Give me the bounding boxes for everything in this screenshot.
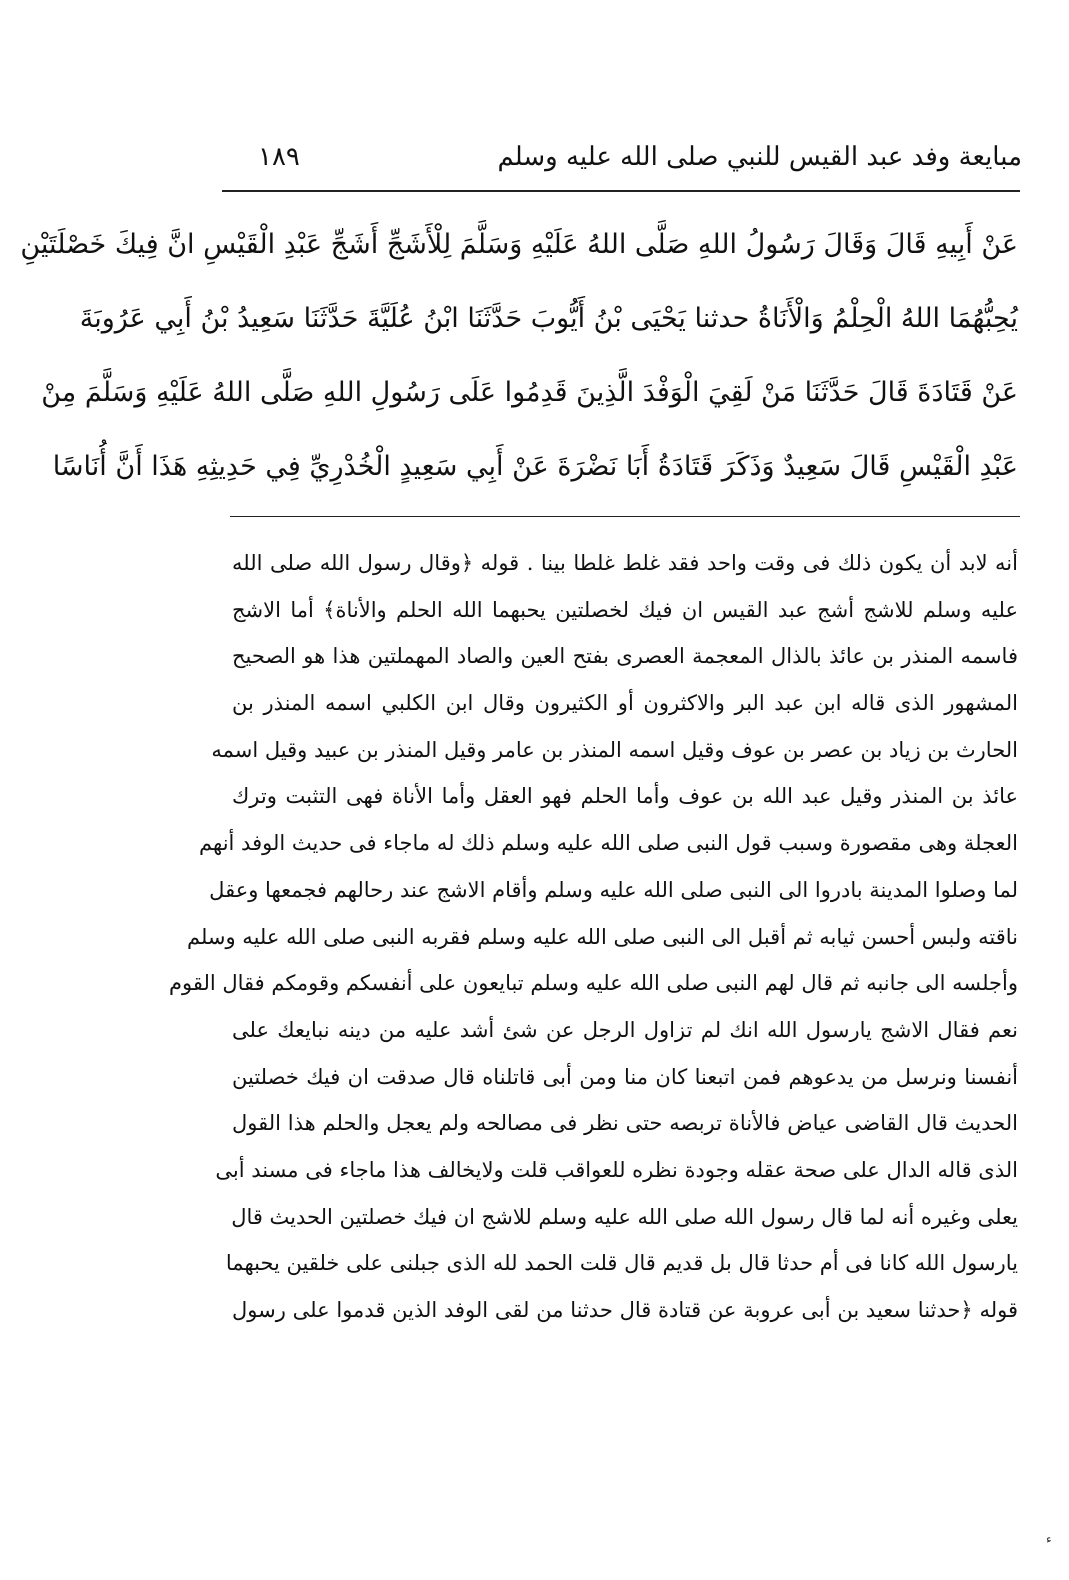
hadith-text xyxy=(20,208,1018,504)
margin-mark: ء xyxy=(1046,1532,1052,1546)
commentary-line: الحارث بن زياد بن عصر بن عوف وقيل اسمه المنذر بن عامر وقيل المنذر بن عبيد وقيل اسمه xyxy=(211,737,1018,762)
running-header xyxy=(222,140,1022,188)
commentary-line: عليه وسلم للاشج أشج عبد القيس ان فيك لخصلتين يحبهما الله الحلم والأناة﴾ أما الاشج xyxy=(232,597,1018,622)
chapter-title: مبايعة وفد عبد القيس للنبي صلى الله عليه وسلم xyxy=(497,142,1022,172)
commentary-line: لما وصلوا المدينة بادروا الى النبى صلى الله عليه وسلم وأقام الاشج عند رحالهم فجمعها وعقل xyxy=(209,877,1018,902)
page-number: ١٨٩ xyxy=(258,142,300,172)
commentary-line: أنفسنا ونرسل من يدعوهم فمن اتبعنا كان منا ومن أبى قاتلناه قال صدقت ان فيك خصلتين xyxy=(232,1064,1018,1089)
commentary-line: الحديث قال القاضى عياض فالأناة تربصه حتى نظر فى مصالحه ولم يعجل والحلم هذا القول xyxy=(232,1111,1018,1136)
commentary-line: العجلة وهى مقصورة وسبب قول النبى صلى الله عليه وسلم ذلك له ماجاء فى حديث الوفد أنهم xyxy=(199,831,1018,856)
commentary-line: نعم فقال الاشج يارسول الله انك لم تزاول الرجل عن شئ أشد عليه من دينه نبايعك على xyxy=(232,1017,1018,1042)
commentary-line: يعلى وغيره أنه لما قال رسول الله صلى الله عليه وسلم للاشج ان فيك خصلتين الحديث قال xyxy=(231,1204,1018,1229)
commentary-text xyxy=(168,540,1018,1334)
commentary-line: فاسمه المنذر بن عائذ بالذال المعجمة العصرى بفتح العين والصاد المهملتين هذا هو الصحيح xyxy=(232,644,1018,669)
hadith-line: عَنْ أَبِيهِ قَالَ وَقَالَ رَسُولُ اللهِ صَلَّى اللهُ عَلَيْهِ وَسَلَّمَ لِلْأَشَجِّ أَشَجِّ عَبْدِ الْقَيْسِ انَّ فِيكَ خَصْلَتَيْنِ xyxy=(20,229,1018,260)
commentary-line: المشهور الذى قاله ابن عبد البر والاكثرون أو الكثيرون وقال ابن الكلبي اسمه المنذر بن xyxy=(232,691,1018,716)
hadith-line: عَنْ قَتَادَةَ قَالَ حَدَّثَنَا مَنْ لَقِيَ الْوَفْدَ الَّذِينَ قَدِمُوا عَلَى رَسُولِ اللهِ صَلَّى اللهُ عَلَيْهِ وَسَلَّمَ مِنْ xyxy=(41,377,1018,408)
commentary-line: وأجلسه الى جانبه ثم قال لهم النبى صلى الله عليه وسلم تبايعون على أنفسكم وقومكم فقال القوم xyxy=(168,971,1018,996)
commentary-line: يارسول الله كانا فى أم حدثا قال بل قديم قال قلت الحمد لله الذى جبلنى على خلقين يحبهما xyxy=(225,1251,1018,1276)
hadith-line: عَبْدِ الْقَيْسِ قَالَ سَعِيدٌ وَذَكَرَ قَتَادَةُ أَبَا نَضْرَةَ عَنْ أَبِي سَعِيدٍ الْخُدْرِيِّ فِي حَدِيثِهِ هَذَا أَنَّ أُنَاسًا xyxy=(52,451,1018,482)
header-divider xyxy=(222,190,1020,192)
hadith-line: يُحِبُّهُمَا اللهُ الْحِلْمُ وَالْأَنَاةُ حدثنا يَحْيَى بْنُ أَيُّوبَ حَدَّثَنَا ابْنُ عُلَيَّةَ حَدَّثَنَا سَعِيدُ بْنُ أَبِي عَرُوبَةَ xyxy=(79,303,1018,334)
commentary-line: أنه لابد أن يكون ذلك فى وقت واحد فقد غلط غلطا بينا . قوله ﴿وقال رسول الله صلى الله xyxy=(232,551,1018,575)
commentary-line: عائذ بن المنذر وقيل عبد الله بن عوف وأما الحلم فهو العقل وأما الأناة فهى التثبت وترك xyxy=(232,784,1018,809)
commentary-line: ناقته ولبس أحسن ثيابه ثم أقبل الى النبى صلى الله عليه وسلم فقربه النبى صلى الله عليه وسلم xyxy=(186,924,1018,949)
commentary-divider xyxy=(230,516,1020,517)
commentary-line: الذى قاله الدال على صحة عقله وجودة نظره للعواقب قلت ولايخالف هذا ماجاء فى مسند أبى xyxy=(215,1157,1018,1182)
commentary-line: قوله ﴿حدثنا سعيد بن أبى عروبة عن قتادة قال حدثنا من لقى الوفد الذين قدموا على رسول xyxy=(232,1298,1018,1322)
